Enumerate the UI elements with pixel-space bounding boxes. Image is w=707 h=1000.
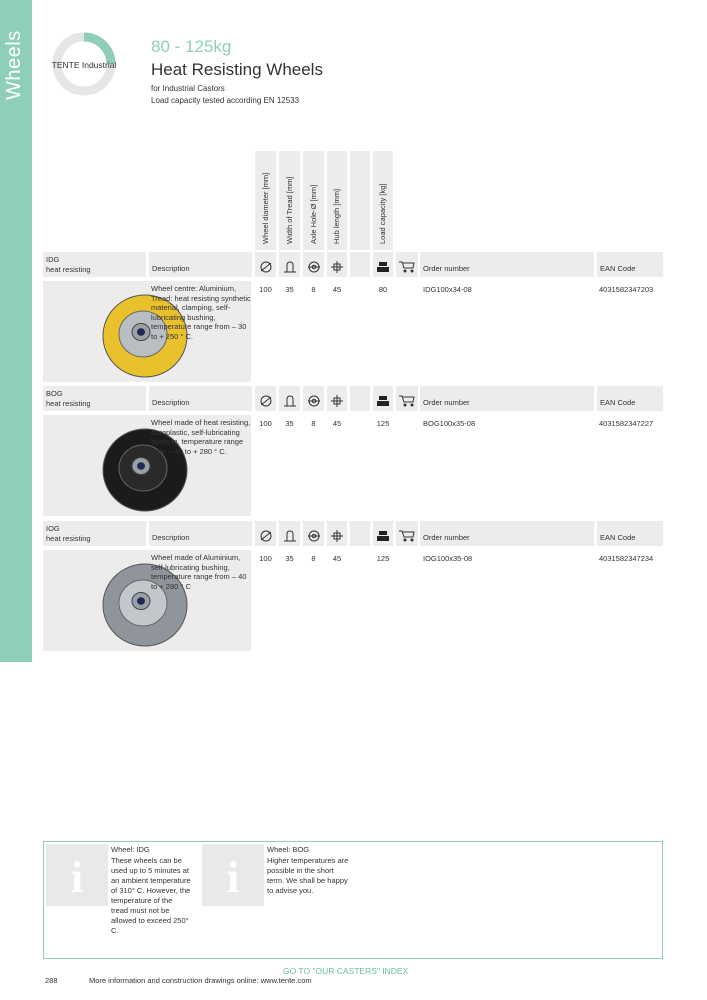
description-header: Description — [149, 386, 252, 411]
info-title-bog: Wheel: BOG — [267, 845, 310, 854]
tread-width-value: 35 — [285, 285, 294, 294]
load-capacity-value: 80 — [378, 285, 388, 294]
product-description: Wheel made of Aluminium, self-lubricating bushing, temperature range from – 40 to + 280 ° C — [151, 553, 247, 591]
product-label — [43, 386, 146, 411]
info-line: of 310° C. However, the — [111, 886, 191, 895]
product-code: IOG — [46, 524, 60, 533]
wheel-diameter-value: 100 — [259, 554, 272, 563]
info-line: Higher temperatures are — [267, 856, 349, 865]
hub-length-value: 45 — [332, 554, 342, 563]
col-header-width-tread: Width of Tread [mm] — [279, 151, 300, 250]
tread-width-value: 35 — [285, 554, 294, 563]
diameter-icon — [255, 252, 276, 277]
col-header-empty — [350, 151, 370, 250]
tread-width-icon — [279, 386, 300, 411]
info-text-idg — [111, 856, 209, 936]
col-header-load-capacity: Load capacity [kg] — [373, 151, 393, 250]
axle-hole-value: 8 — [311, 285, 316, 294]
info-icon: i — [46, 844, 108, 906]
empty-cell — [350, 386, 370, 411]
product-type: heat resisting — [46, 534, 91, 543]
info-line: term. We shall be happy — [267, 876, 348, 885]
page-subtitle: for Industrial Castors — [151, 84, 225, 93]
axle-hole-icon — [303, 252, 324, 277]
order-number-header: Order number — [420, 386, 594, 411]
axle-hole-icon — [303, 386, 324, 411]
hub-length-value: 45 — [332, 285, 342, 294]
info-line: These wheels can be — [111, 856, 182, 865]
info-line: tread must not be — [111, 906, 170, 915]
tread-width-icon — [279, 252, 300, 277]
info-icon: i — [202, 844, 264, 906]
info-line: C. — [111, 926, 119, 935]
hub-length-icon — [327, 521, 347, 546]
logo-text: TENTE Industrial — [51, 60, 117, 70]
col-header-hub-length: Hub length [mm] — [327, 151, 347, 250]
info-line: allowed to exceed 250° — [111, 916, 189, 925]
side-tab — [0, 0, 32, 662]
wheel-diameter-value: 100 — [259, 419, 272, 428]
order-number-value: IDG100x34-08 — [423, 285, 472, 294]
load-icon — [373, 521, 393, 546]
col-header-axle-hole: Axle Hole-Ø [mm] — [303, 151, 324, 250]
product-code: BOG — [46, 389, 63, 398]
load-icon — [373, 252, 393, 277]
info-box — [43, 841, 663, 959]
page-title: Heat Resisting Wheels — [151, 60, 323, 79]
axle-hole-value: 8 — [311, 419, 316, 428]
info-text-bog — [267, 856, 365, 896]
order-number-header: Order number — [420, 521, 594, 546]
load-range: 80 - 125kg — [151, 37, 232, 56]
product-code: IDG — [46, 255, 60, 264]
footer-note: More information and construction drawings online: www.tente.com — [89, 976, 312, 985]
ean-code-value: 4031582347227 — [599, 419, 654, 428]
standard-note: Load capacity tested according EN 12533 — [151, 96, 300, 105]
product-type: heat resisting — [46, 399, 91, 408]
load-capacity-value: 125 — [376, 419, 390, 428]
page-number: 288 — [45, 976, 58, 985]
ean-code-header: EAN Code — [597, 252, 663, 277]
order-number-value: IOG100x35-08 — [423, 554, 473, 563]
col-header-wheel-diameter: Wheel diameter [mm] — [255, 151, 276, 250]
wheel-diameter-value: 100 — [259, 285, 272, 294]
info-line: used up to 5 minutes at — [111, 866, 189, 875]
axle-hole-icon — [303, 521, 324, 546]
trolley-icon — [396, 386, 418, 411]
description-header: Description — [149, 521, 252, 546]
info-line: an ambient temperature — [111, 876, 191, 885]
side-tab-label: Wheels — [3, 30, 25, 100]
empty-cell — [350, 521, 370, 546]
info-line: temperature of the — [111, 896, 173, 905]
info-line: to advise you. — [267, 886, 314, 895]
product-description: Wheel centre: Aluminium, Tread: heat resisting synthetic material, clamping, self-lubricating bushing, temperature range from – 30 to + 250 ° C. — [151, 284, 251, 341]
load-capacity-value: 125 — [376, 554, 390, 563]
empty-cell — [350, 252, 370, 277]
ean-code-value: 4031582347203 — [599, 285, 654, 294]
hub-length-icon — [327, 252, 347, 277]
tread-width-icon — [279, 521, 300, 546]
ean-code-value: 4031582347234 — [599, 554, 654, 563]
hub-length-value: 45 — [332, 419, 342, 428]
order-number-header: Order number — [420, 252, 594, 277]
diameter-icon — [255, 386, 276, 411]
tread-width-value: 35 — [285, 419, 294, 428]
trolley-icon — [396, 252, 418, 277]
info-title-idg: Wheel: IDG — [111, 845, 150, 854]
ean-code-header: EAN Code — [597, 386, 663, 411]
product-type: heat resisting — [46, 265, 91, 274]
product-label — [43, 521, 146, 546]
trolley-icon — [396, 521, 418, 546]
axle-hole-value: 8 — [311, 554, 316, 563]
info-line: possible in the short — [267, 866, 334, 875]
order-number-value: BOG100x35-08 — [423, 419, 476, 428]
load-icon — [373, 386, 393, 411]
product-description: Wheel made of heat resisting, duroplastic, self-lubricating bushing, temperature range from – 40 to + 280 ° C. — [151, 418, 251, 456]
casters-index-link[interactable]: GO TO "OUR CASTERS" INDEX — [283, 966, 409, 976]
product-label — [43, 252, 146, 277]
ean-code-header: EAN Code — [597, 521, 663, 546]
diameter-icon — [255, 521, 276, 546]
hub-length-icon — [327, 386, 347, 411]
description-header: Description — [149, 252, 252, 277]
